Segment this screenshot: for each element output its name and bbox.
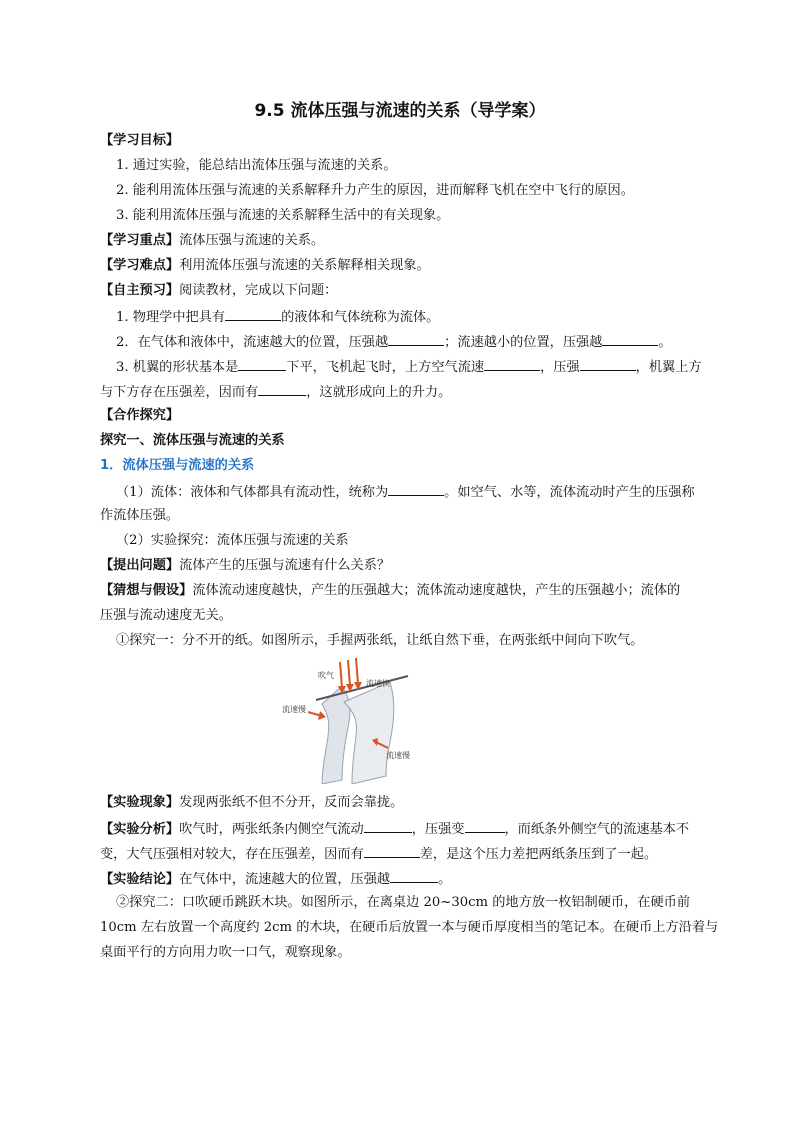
question-text: 1. 物理学中把具有 xyxy=(116,310,226,325)
answer-blank[interactable] xyxy=(364,844,420,858)
answer-blank[interactable] xyxy=(258,382,306,396)
answer-blank[interactable] xyxy=(225,307,281,321)
answer-blank[interactable] xyxy=(580,357,636,371)
hypothesis-body: 流体流动速度越快，产生的压强越大；流体流动速度越快，产生的压强越小；流体的 xyxy=(192,583,681,598)
blow-label: 吹气 xyxy=(318,671,334,680)
key-point-label: 【学习重点】 xyxy=(100,233,180,248)
preview-question-3-cont xyxy=(100,382,720,402)
paragraph-text: （1）流体：液体和气体都具有流动性，统称为 xyxy=(116,485,389,500)
key-point-text: 流体压强与流速的关系。 xyxy=(179,233,325,248)
slow-flow-label-left: 流速慢 xyxy=(282,705,306,714)
phenomenon-line xyxy=(100,794,720,812)
phenomenon-body: 发现两张纸不但不分开，反而会靠拢。 xyxy=(179,795,404,810)
conclusion-text: 在气体中，流速越大的位置，压强越 xyxy=(179,872,391,887)
fluid-definition-cont: 作流体压强。 xyxy=(100,508,180,523)
blow-arrow xyxy=(340,662,342,688)
subsection-heading: 1．流体压强与流速的关系 xyxy=(100,458,255,473)
objective-1: 1. 通过实验，能总结出流体压强与流速的关系。 xyxy=(116,158,397,173)
inquiry-1-heading: 探究一、流体压强与流速的关系 xyxy=(100,433,285,448)
answer-blank[interactable] xyxy=(388,332,444,346)
preview-label: 【自主预习】 xyxy=(100,283,180,298)
difficulty-line xyxy=(100,257,720,275)
question-text: 与下方存在压强差，因而有 xyxy=(100,385,259,400)
right-paper xyxy=(344,682,394,784)
section-heading-cooperation: 【合作探究】 xyxy=(100,408,180,423)
question-text: 。 xyxy=(658,335,672,350)
inquiry-one-instructions: ①探究一：分不开的纸。如图所示，手握两张纸，让纸自然下垂，在两张纸中间向下吹气。 xyxy=(116,633,644,648)
inquiry-two-line-3: 桌面平行的方向用力吹一口气，观察现象。 xyxy=(100,945,351,960)
phenomenon-label: 【实验现象】 xyxy=(100,795,180,810)
analysis-line xyxy=(100,819,720,839)
analysis-label: 【实验分析】 xyxy=(100,822,180,837)
hypothesis-cont: 压强与流动速度无关。 xyxy=(100,608,232,623)
difficulty-text: 利用流体压强与流速的关系解释相关现象。 xyxy=(179,258,430,273)
preview-question-3 xyxy=(116,357,736,377)
conclusion-label: 【实验结论】 xyxy=(100,872,180,887)
preview-line xyxy=(100,282,720,300)
analysis-text: 差，是这个压力差把两纸条压到了一起。 xyxy=(419,847,658,862)
objective-3: 3. 能利用流体压强与流速的关系解释生活中的有关现象。 xyxy=(116,208,450,223)
question-text: 下平，飞机起飞时，上方空气流速 xyxy=(286,360,485,375)
question-text: ，这就形成向上的升力。 xyxy=(306,385,452,400)
answer-blank[interactable] xyxy=(465,819,505,833)
blow-arrow xyxy=(356,658,358,684)
analysis-text: 变，大气压强相对较大，存在压强差，因而有 xyxy=(100,847,364,862)
analysis-text: ，而纸条外侧空气的流速基本不 xyxy=(504,822,690,837)
hypothesis-line xyxy=(100,582,720,600)
inquiry-two-line-2: 10cm 左右放置一个高度约 2cm 的木块，在硬币后放置一本与硬币厚度相当的笔记本。在硬币上方沿着与 xyxy=(100,920,719,935)
slow-arrowhead-left xyxy=(318,711,326,720)
preview-question-2 xyxy=(116,332,736,352)
question-text: ；流速越小的位置，压强越 xyxy=(444,335,603,350)
slow-flow-label-right: 流速慢 xyxy=(386,751,410,760)
question-text: 3. 机翼的形状基本是 xyxy=(116,360,239,375)
question-text: ，机翼上方 xyxy=(635,360,702,375)
paragraph-text: 。如空气、水等，流体流动时产生的压强称 xyxy=(444,485,695,500)
question-text: 的液体和气体统称为流体。 xyxy=(281,310,440,325)
question-line xyxy=(100,557,720,575)
question-text: ，压强 xyxy=(540,360,580,375)
answer-blank[interactable] xyxy=(390,869,438,883)
question-text: 2．在气体和液体中，流速越大的位置，压强越 xyxy=(116,335,389,350)
page-title: 9.5 流体压强与流速的关系（导学案） xyxy=(254,101,546,121)
conclusion-line xyxy=(100,869,720,889)
difficulty-label: 【学习难点】 xyxy=(100,258,180,273)
key-point-line xyxy=(100,232,720,250)
preview-question-1 xyxy=(116,307,736,327)
analysis-text: 吹气时，两张纸条内侧空气流动 xyxy=(179,822,364,837)
hypothesis-label: 【猜想与假设】 xyxy=(100,583,193,598)
answer-blank[interactable] xyxy=(364,819,412,833)
experiment-title: （2）实验探究：流体压强与流速的关系 xyxy=(116,533,349,548)
preview-text: 阅读教材，完成以下问题： xyxy=(179,283,338,298)
analysis-cont xyxy=(100,844,720,864)
paper-experiment-figure xyxy=(282,656,412,784)
question-body: 流体产生的压强与流速有什么关系？ xyxy=(179,558,391,573)
answer-blank[interactable] xyxy=(484,357,540,371)
answer-blank[interactable] xyxy=(238,357,286,371)
fluid-definition xyxy=(116,482,736,502)
question-label: 【提出问题】 xyxy=(100,558,180,573)
conclusion-text: 。 xyxy=(438,872,452,887)
objective-2: 2. 能利用流体压强与流速的关系解释升力产生的原因，进而解释飞机在空中飞行的原因。 xyxy=(116,183,634,198)
answer-blank[interactable] xyxy=(602,332,658,346)
fast-flow-label: 流速快 xyxy=(366,679,390,688)
analysis-text: ，压强变 xyxy=(411,822,465,837)
answer-blank[interactable] xyxy=(388,482,444,496)
section-heading-objectives: 【学习目标】 xyxy=(100,133,180,148)
inquiry-two-line-1: ②探究二：口吹硬币跳跃木块。如图所示，在离桌边 20~30cm 的地方放一枚铝制硬币，在硬币前 xyxy=(116,895,691,910)
blow-arrow xyxy=(348,660,350,686)
